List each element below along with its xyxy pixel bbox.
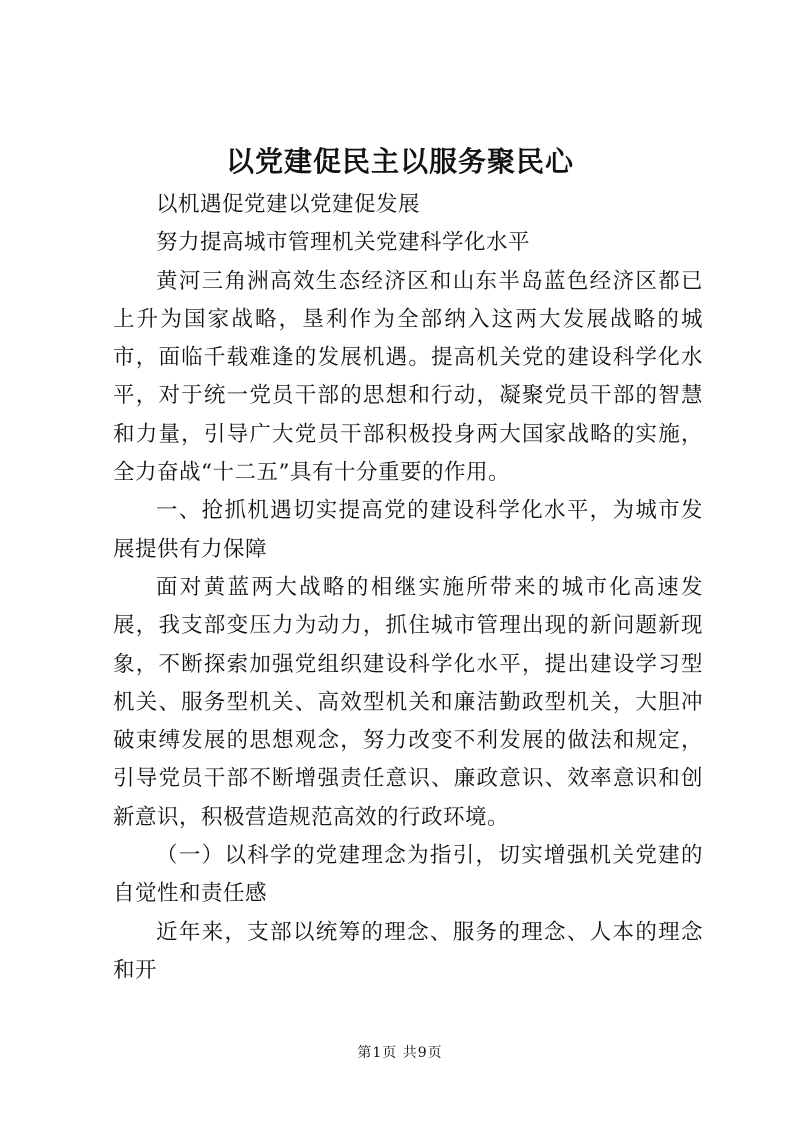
paragraph-section-1: 面对黄蓝两大战略的相继实施所带来的城市化高速发展，我支部变压力为动力，抓住城市管理出现的新问题新现象，不断探索加强党组织建设科学化水平，提出建设学习型机关、服务型机关、高效型机关和廉洁勤政型机关，大胆冲破束缚发展的思想观念，努力改变不利发展的做法和规定，引导党员干部不断增强责任意识、廉政意识、效率意识和创新意识，积极营造规范高效的行政环境。 (113, 574, 703, 830)
subsection-heading-1: （一）以科学的党建理念为指引，切实增强机关党建的自觉性和责任感 (113, 843, 703, 907)
paragraph-subtitle-2: 努力提高城市管理机关党建科学化水平 (156, 230, 531, 256)
page-footer: 第1页 共9页 (357, 1045, 443, 1061)
paragraph-intro: 黄河三角洲高效生态经济区和山东半岛蓝色经济区都已上升为国家战略，垦利作为全部纳入这两大发展战略的城市，面临千载难逢的发展机遇。提高机关党的建设科学化水平，对于统一党员干部的思想和行动，凝聚党员干部的智慧和力量，引导广大党员干部积极投身两大国家战略的实施，全力奋战“十二五”具有十分重要的作用。 (113, 268, 703, 486)
document-body (113, 186, 703, 990)
paragraph-subtitle-1: 以机遇促党建以党建促发展 (156, 192, 421, 217)
document-title: 以党建促民主以服务聚民心 (225, 145, 574, 178)
section-heading-1: 一、抢抓机遇切实提高党的建设科学化水平，为城市发展提供有力保障 (113, 498, 703, 562)
paragraph-subsection-1: 近年来，支部以统筹的理念、服务的理念、人本的理念和开 (113, 919, 703, 983)
